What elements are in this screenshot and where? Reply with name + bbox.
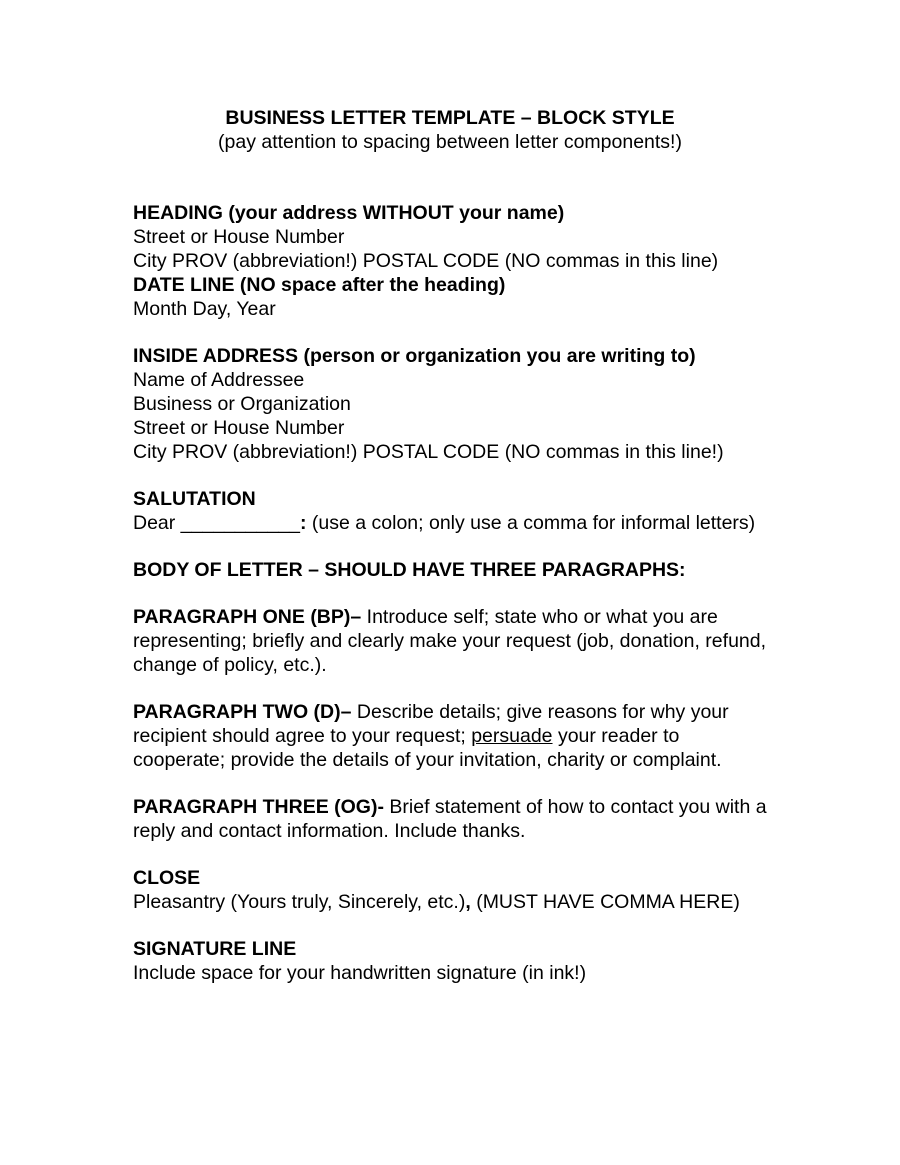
spacer — [133, 535, 773, 558]
document-title: BUSINESS LETTER TEMPLATE – BLOCK STYLE — [225, 107, 675, 129]
spacer — [133, 321, 773, 344]
letter-template-content — [133, 201, 773, 985]
paragraph-three-text: Brief statement of how to contact you with a reply and contact information. Include thanks. — [133, 796, 767, 842]
paragraph-one — [133, 605, 773, 677]
paragraph-one-text: Introduce self; state who or what you are representing; briefly and clearly make your request (job, donation, refund, change of policy, etc.). — [133, 606, 767, 676]
title-block — [0, 106, 900, 154]
salutation-label: SALUTATION — [133, 488, 256, 510]
body-label: BODY OF LETTER – SHOULD HAVE THREE PARAGRAPHS: — [133, 559, 686, 581]
signature-text: Include space for your handwritten signature (in ink!) — [133, 962, 587, 984]
inside-address-label: INSIDE ADDRESS (person or organization you are writing to) — [133, 345, 696, 367]
paragraph-three — [133, 795, 773, 843]
heading-label: HEADING (your address WITHOUT your name) — [133, 202, 565, 224]
date-line-value: Month Day, Year — [133, 298, 276, 320]
paragraph-two-label: PARAGRAPH TWO (D)– — [133, 701, 352, 723]
close-text — [133, 890, 773, 914]
paragraph-two-underlined: persuade — [471, 725, 553, 747]
inside-address-street: Street or House Number — [133, 417, 345, 439]
heading-city: City PROV (abbreviation!) POSTAL CODE (NO commas in this line) — [133, 250, 719, 272]
paragraph-one-label: PARAGRAPH ONE (BP)– — [133, 606, 362, 628]
spacer — [133, 772, 773, 795]
paragraph-two — [133, 700, 773, 772]
signature-label: SIGNATURE LINE — [133, 938, 297, 960]
salutation-text — [133, 511, 773, 535]
paragraph-three-label: PARAGRAPH THREE (OG)- — [133, 796, 384, 818]
close-comma: , — [465, 891, 471, 913]
spacer — [133, 464, 773, 487]
close-text-after: (MUST HAVE COMMA HERE) — [470, 891, 740, 913]
heading-street: Street or House Number — [133, 226, 345, 248]
inside-address-business: Business or Organization — [133, 393, 351, 415]
spacer — [133, 677, 773, 700]
spacer — [133, 914, 773, 937]
salutation-note: (use a colon; only use a comma for informal letters) — [306, 512, 756, 534]
document-subtitle: (pay attention to spacing between letter components!) — [218, 131, 682, 153]
spacer — [133, 843, 773, 866]
close-text-before: Pleasantry (Yours truly, Sincerely, etc.) — [133, 891, 466, 913]
close-label: CLOSE — [133, 867, 201, 889]
salutation-dear: Dear ___________ — [133, 512, 300, 534]
inside-address-city: City PROV (abbreviation!) POSTAL CODE (NO commas in this line!) — [133, 441, 724, 463]
salutation-colon: : — [299, 512, 307, 534]
spacer — [133, 582, 773, 605]
paragraph-two-text-before: Describe details; give reasons for why your recipient should agree to your request; — [133, 701, 729, 747]
paragraph-two-text-after: your reader to cooperate; provide the details of your invitation, charity or complaint. — [133, 725, 722, 771]
inside-address-name: Name of Addressee — [133, 369, 305, 391]
date-line-label: DATE LINE (NO space after the heading) — [133, 274, 506, 296]
